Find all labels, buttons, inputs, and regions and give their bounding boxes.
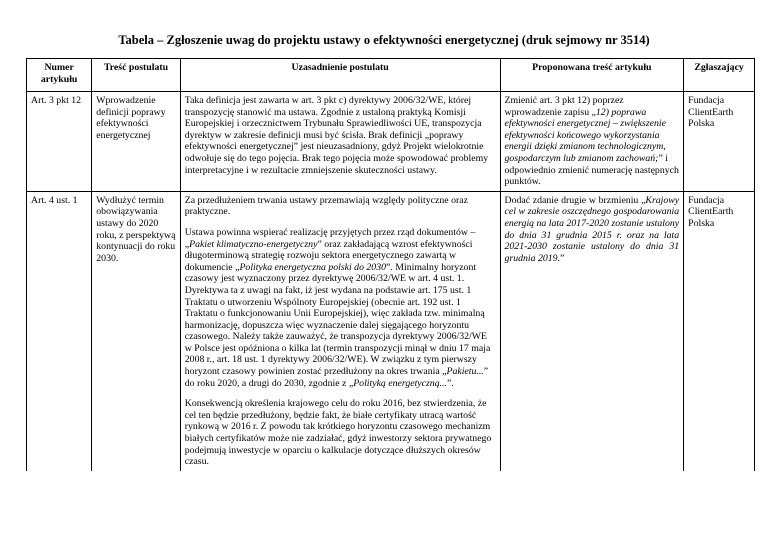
cell-proposal	[500, 92, 684, 192]
header-proposal: Proponowana treść artykułu	[500, 59, 684, 92]
proposal-text-a: Zmienić art. 3 pkt 12) poprzez wprowadzenie zapisu „	[504, 95, 624, 118]
cell-submitter: Fundacja ClientEarth Polska	[684, 92, 755, 192]
cell-justification	[180, 191, 500, 471]
justification-paragraph: Konsekwencją określenia krajowego celu do roku 2016, bez stwierdzenia, że cel ten będzie przedłużony, będzie fakt, że białe certyfikaty utracą wartość rynkową w 2016 r. Z powodu tak krótkiego horyzontu czasowego mechanizm białych certyfikatów może nie zadziałać, gdyż inwestorzy sektora prywatnego podejmują inwestycje w oparciu o kalkulacje dotyczące dłuższych okresów czasu.	[184, 398, 492, 468]
remarks-table	[26, 58, 755, 471]
header-submitter: Zgłaszający	[684, 59, 755, 92]
header-postulate: Treść postulatu	[92, 59, 181, 92]
justification-paragraph: Za przedłużeniem trwania ustawy przemawiają względy polityczne oraz praktyczne.	[184, 194, 468, 218]
cell-submitter: Fundacja ClientEarth Polska	[684, 191, 755, 471]
cell-proposal	[500, 191, 684, 471]
text-run: ” oraz zakładającą wzrost efektywności długoterminową strategię rozwoju sektora energetycznego zawartą w dokumencie „	[184, 238, 473, 273]
text-run-italic: Pakiet klimatyczno-energetyczny	[189, 238, 318, 250]
header-article-number: Numer artykułu	[27, 59, 92, 92]
proposal-text-b: 12) poprawa efektywności energetycznej – zwiększenie efektywności końcowego wykorzystania energii dzięki zmianom technologicznym, gospodarczym lub zmianom zachowań;	[504, 106, 666, 164]
text-run: ”.	[446, 377, 454, 389]
cell-postulate: Wydłużyć termin obowiązywania ustawy do 2020 roku, z perspektywą kontynuacji do roku 2030.	[92, 191, 181, 471]
text-run-italic: Polityką energetyczną...	[353, 377, 447, 389]
cell-article: Art. 3 pkt 12	[27, 92, 92, 192]
table-row	[27, 92, 755, 192]
cell-justification: Taka definicja jest zawarta w art. 3 pkt c) dyrektywy 2006/32/WE, której transpozycję stanowić ma ustawa. Zgodnie z ustaloną praktyką Komisji Europejskiej i orzecznictwem Trybunału Sprawiedliwości UE, transpozycja dyrektyw w zakresie definicji musi być ścisła. Brak definicji „poprawy efektywności energetycznej” jest nieuzasadniony, gdyż Projekt wielokrotnie odwołuje się do tego pojęcia. Brak tego pojęcia może spowodować problemy interpretacyjne i w rezultacie zmniejszenie skuteczności ustawy.	[180, 92, 500, 192]
text-run: ” do roku 2020, a drugi do 2030, zgodnie z „	[184, 366, 489, 389]
text-run: Ustawa powinna wspierać realizację przyjętych przez rząd dokumentów – „	[184, 226, 476, 250]
header-justification: Uzasadnienie postulatu	[180, 59, 500, 92]
proposal-text-b: Krajowy cel w zakresie oszczędnego gospodarowania energią na lata 2017-2020 zostanie ustalony do dnia 31 grudnia 2015 r. oraz na lata 2021-2030 zostanie ustalony do dnia 31 grudnia 2019.	[504, 194, 680, 264]
cell-article: Art. 4 ust. 1	[27, 191, 92, 471]
text-run-italic: Pakietu...	[446, 366, 484, 378]
table-row	[27, 191, 755, 471]
justification-paragraph	[185, 227, 496, 389]
text-run: ”. Minimalny horyzont czasowy jest wyznaczony przez dyrektywę 2006/32/WE w art. 4 ust. 1. Dyrektywa ta z uwagi na fakt, iż jest wydana na podstawie art. 175 ust. 1 Traktatu o utworzeniu Wspólnoty Europejskiej (obecnie art. 192 ust. 1 Traktatu o funkcjonowaniu Unii Europejskiej), więc zakłada tzw. minimalną harmonizację, dopuszcza więc wyznaczenie dalej sięgającego horyzontu czasowego. Należy także zauważyć, że transpozycja dyrektywy 2006/32/WE w Polsce jest opóźniona o kilka lat (termin transpozycji minął w dniu 17 maja 2008 r., art. 18 ust. 1 dyrektywy 2006/32/WE). W związku z tym pierwszy horyzont czasowy powinien zostać przedłużony na okres trwania „	[184, 261, 491, 378]
table-header-row	[27, 59, 755, 92]
text-run-italic: Polityka energetyczna polski do 2030	[239, 261, 387, 273]
proposal-text-a: Dodać zdanie drugie w brzmieniu „	[504, 194, 646, 206]
proposal-text-c: ”	[560, 252, 565, 264]
proposal-text-c: ” i odpowiednio zmienić numerację następnych punktów.	[504, 152, 679, 188]
document-title: Tabela – Zgłoszenie uwag do projektu ustawy o efektywności energetycznej (druk sejmowy nr 3514)	[118, 33, 650, 47]
cell-postulate: Wprowadzenie definicji poprawy efektywności energetycznej	[92, 92, 181, 192]
